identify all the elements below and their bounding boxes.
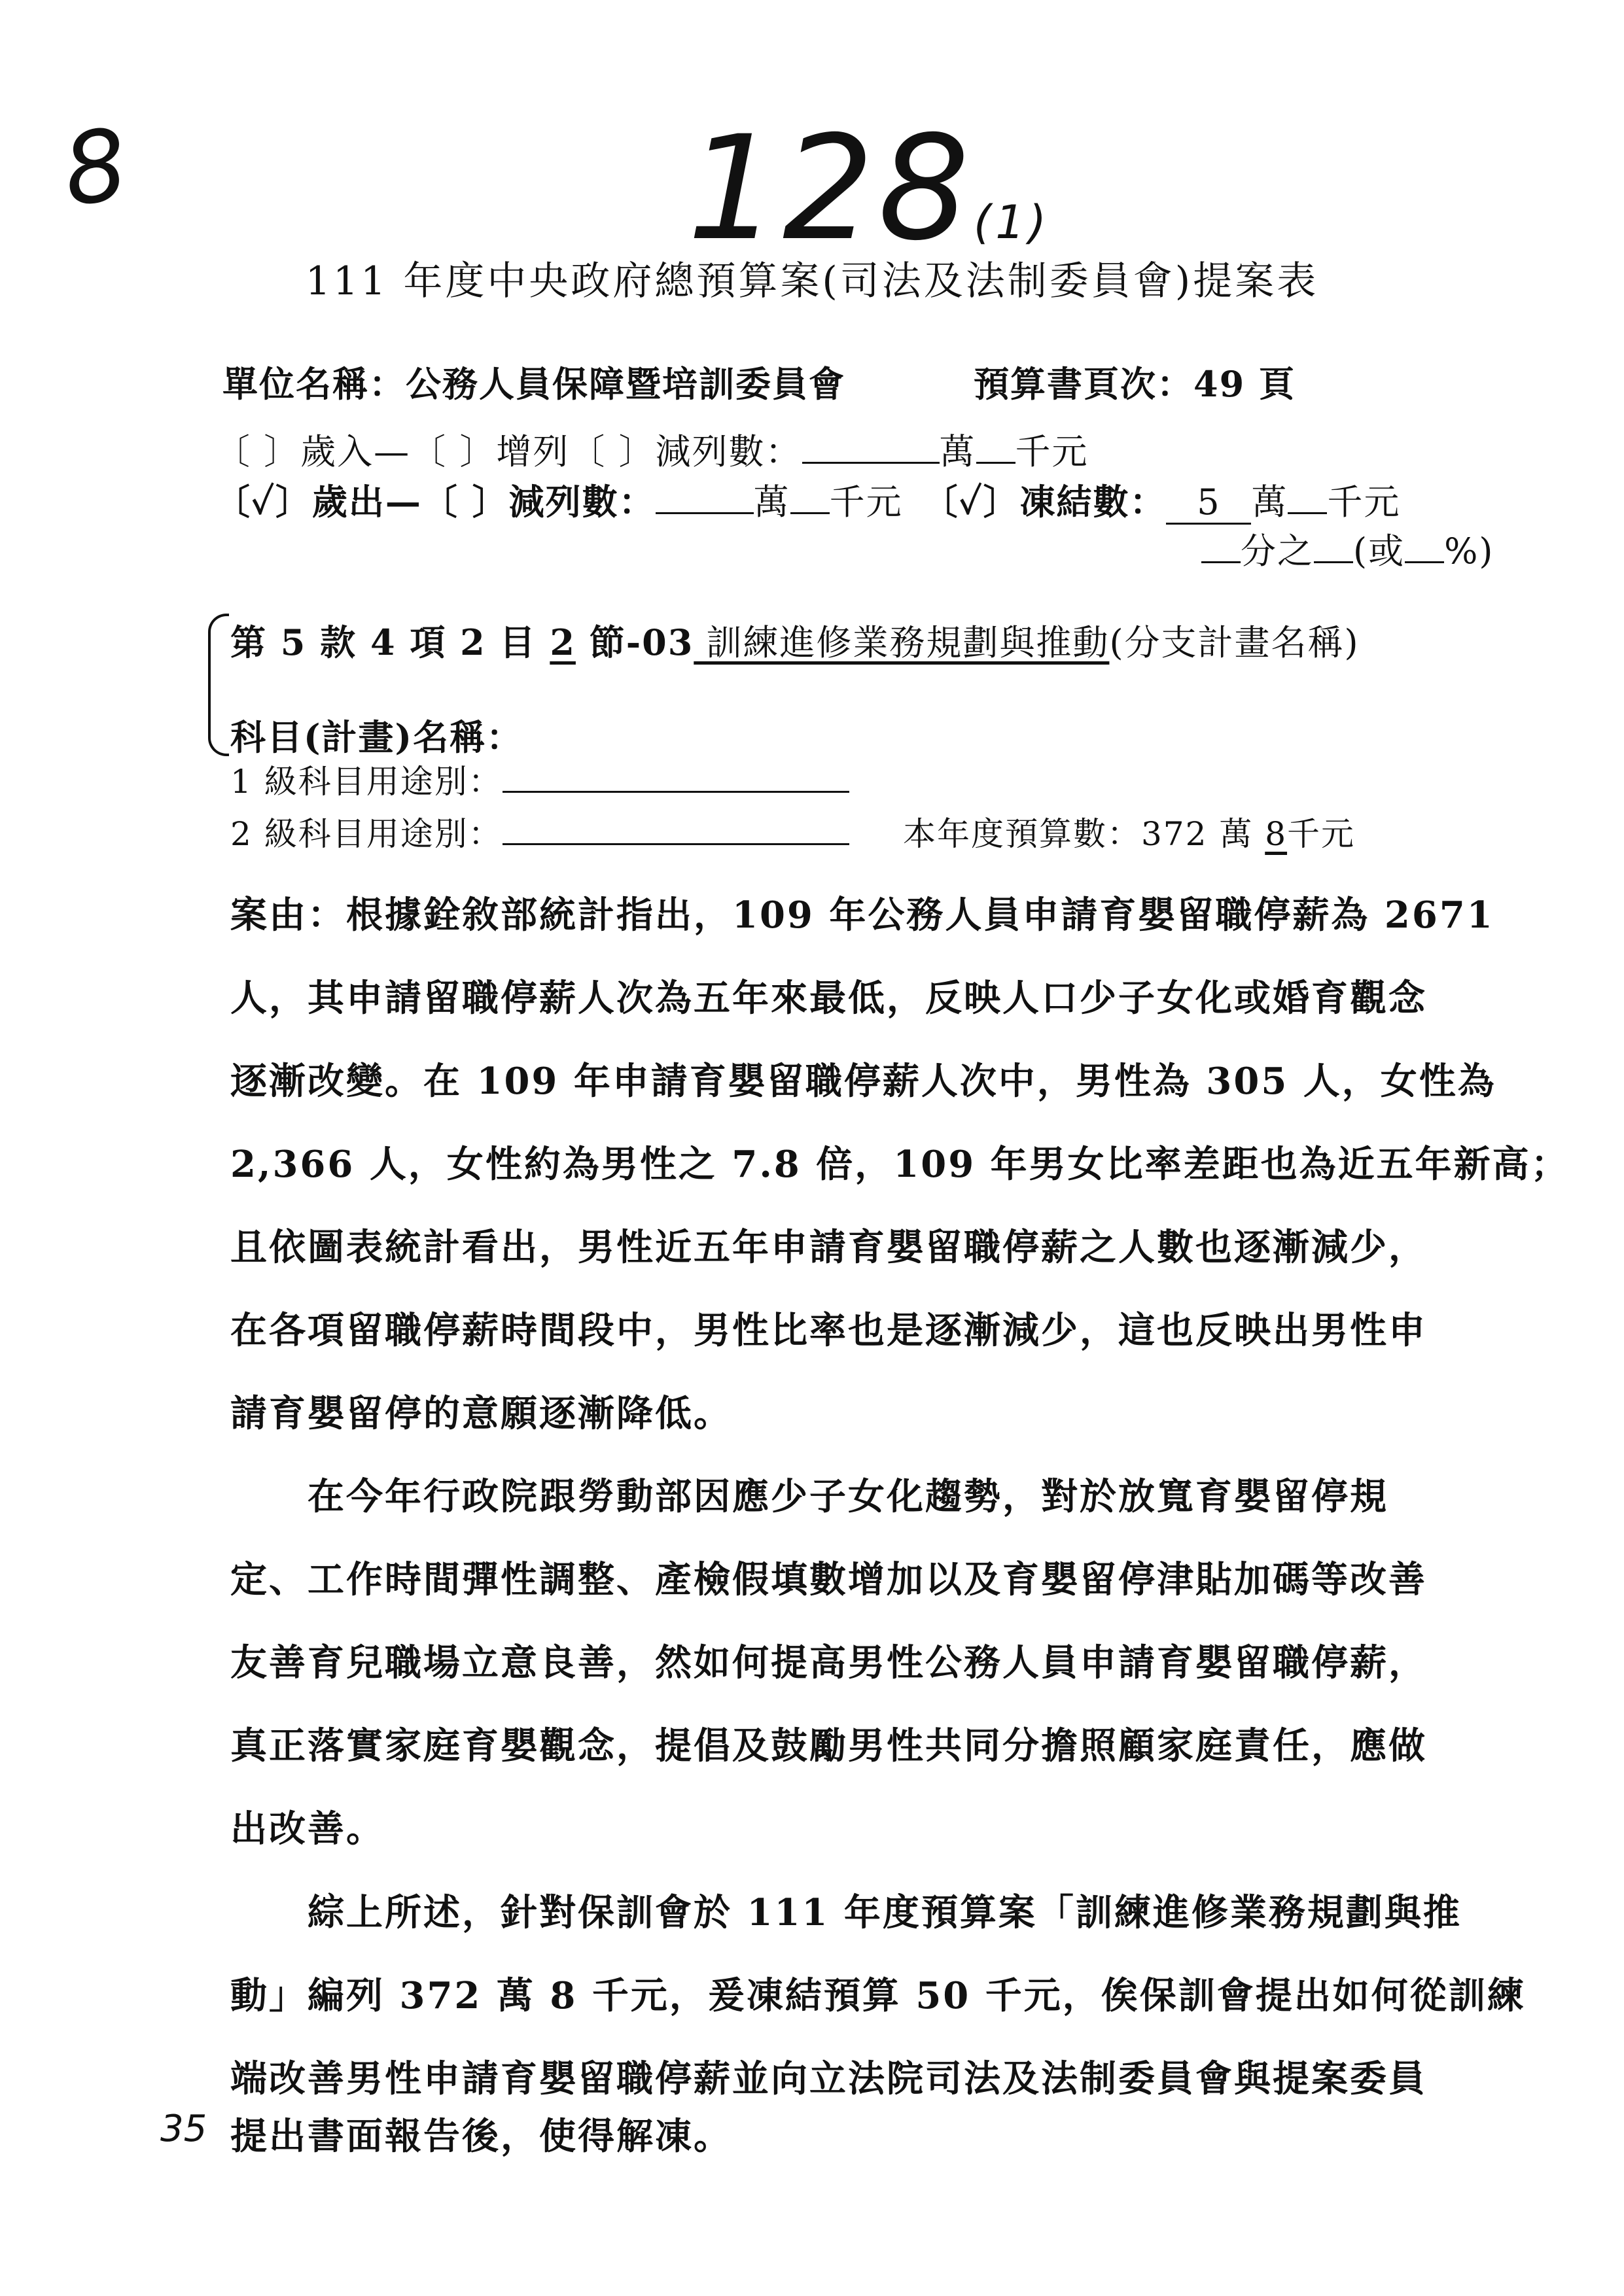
fraction-or: (或 xyxy=(1353,531,1405,572)
section-jie-text: 節-03 xyxy=(575,621,694,663)
handwritten-page-number-main: 128 xyxy=(687,105,974,272)
revenue-prefix: 〔 〕歲入—〔 〕增列〔 〕減列數： xyxy=(215,431,802,472)
freeze-value: 5 xyxy=(1166,481,1251,525)
budget-line xyxy=(903,808,1355,855)
budget-qian-number: 8 xyxy=(1265,815,1288,853)
section-program-name: 訓練進修業務規劃與推動 xyxy=(694,622,1110,663)
unit-name: 單位名稱：公務人員保障暨培訓委員會 xyxy=(222,363,845,405)
level1-line xyxy=(230,756,849,803)
level1-blank xyxy=(503,762,849,793)
section-jie-number: 2 xyxy=(550,621,576,663)
revenue-wan: 萬 xyxy=(939,431,976,472)
body-line-9: 定、工作時間彈性調整、產檢假填數增加以及育嬰留停津貼加碼等改善 xyxy=(230,1558,1427,1601)
section-suffix: (分支計畫名稱) xyxy=(1109,622,1360,663)
body-line-5: 且依圖表統計看出，男性近五年申請育嬰留職停薪之人數也逐漸減少， xyxy=(230,1226,1427,1269)
expense-wan: 萬 xyxy=(753,481,790,523)
body-line-2: 人，其申請留職停薪人次為五年來最低，反映人口少子女化或婚育觀念 xyxy=(230,977,1427,1020)
body-line-13: 綜上所述，針對保訓會於 111 年度預算案「訓練進修業務規劃與推 xyxy=(308,1891,1462,1934)
handwritten-page-number-sub: (1) xyxy=(973,196,1051,249)
fraction-denominator-blank xyxy=(1314,532,1353,563)
body-line-6: 在各項留職停薪時間段中，男性比率也是逐漸減少，這也反映出男性申 xyxy=(230,1309,1427,1352)
level2-line xyxy=(230,808,849,855)
body-line-16: 提出書面報告後，使得解凍。 xyxy=(230,2115,732,2158)
expense-line xyxy=(215,474,1400,525)
budget-page: 預算書頁次：49 頁 xyxy=(974,363,1296,405)
body-line-14: 動」編列 372 萬 8 千元，爰凍結預算 50 千元，俟保訓會提出如何從訓練 xyxy=(230,1974,1526,2017)
body-line-10: 友善育兒職場立意良善，然如何提高男性公務人員申請育嬰留職停薪， xyxy=(230,1641,1427,1684)
revenue-line xyxy=(215,424,1089,474)
handwritten-page-number xyxy=(687,105,1051,272)
body-line-12: 出改善。 xyxy=(230,1807,385,1851)
freeze-wan: 萬 xyxy=(1251,481,1288,523)
freeze-label: 〔✓〕凍結數： xyxy=(922,481,1167,523)
expense-amount-blank xyxy=(656,483,754,514)
fraction-pct-blank xyxy=(1405,532,1444,563)
revenue-qian: 千元 xyxy=(1015,431,1089,472)
body-line-8: 在今年行政院跟勞動部因應少子女化趨勢，對於放寬育嬰留停規 xyxy=(308,1475,1388,1518)
level1-label: 1 級科目用途別： xyxy=(230,763,503,801)
fraction-fen: 分之 xyxy=(1241,531,1314,572)
subject-label: 科目(計畫)名稱： xyxy=(230,716,523,758)
expense-qian-blank xyxy=(790,483,830,514)
level2-blank xyxy=(503,814,849,845)
fraction-pct: %) xyxy=(1444,531,1494,572)
body-line-15: 端改善男性申請育嬰留職停薪並向立法院司法及法制委員會與提案委員 xyxy=(230,2057,1427,2100)
body-line-1: 案由：根據銓敘部統計指出，109 年公務人員申請育嬰留職停薪為 2671 xyxy=(230,894,1494,937)
freeze-qian: 千元 xyxy=(1327,481,1401,523)
expense-prefix: 〔✓〕歲出—〔 〕減列數： xyxy=(215,481,656,523)
fraction-numerator-blank xyxy=(1201,532,1241,563)
freeze-qian-blank xyxy=(1288,483,1327,514)
level2-label: 2 級科目用途別： xyxy=(230,815,503,853)
handwritten-bottom-mark: 35 xyxy=(160,2108,207,2150)
page-title: 111 年度中央政府總預算案(司法及法制委員會)提案表 xyxy=(305,258,1319,304)
body-line-4: 2,366 人，女性約為男性之 7.8 倍，109 年男女比率差距也為近五年新高； xyxy=(230,1143,1570,1186)
expense-qian: 千元 xyxy=(829,481,903,523)
revenue-amount-blank xyxy=(802,433,940,464)
body-line-11: 真正落實家庭育嬰觀念，提倡及鼓勵男性共同分擔照顧家庭責任，應做 xyxy=(230,1724,1427,1767)
section-prefix: 第 5 款 4 項 2 目 xyxy=(230,621,550,663)
body-line-3: 逐漸改變。在 109 年申請育嬰留職停薪人次中，男性為 305 人，女性為 xyxy=(230,1060,1496,1103)
section-line xyxy=(230,615,1360,665)
budget-prefix: 本年度預算數：372 萬 xyxy=(903,815,1265,853)
fraction-line xyxy=(1201,523,1494,574)
revenue-qian-blank xyxy=(976,433,1015,464)
handwritten-margin-mark: 8 xyxy=(56,107,135,229)
section-bracket xyxy=(208,614,229,756)
budget-suffix: 千元 xyxy=(1287,815,1356,853)
body-line-7: 請育嬰留停的意願逐漸降低。 xyxy=(230,1392,732,1435)
